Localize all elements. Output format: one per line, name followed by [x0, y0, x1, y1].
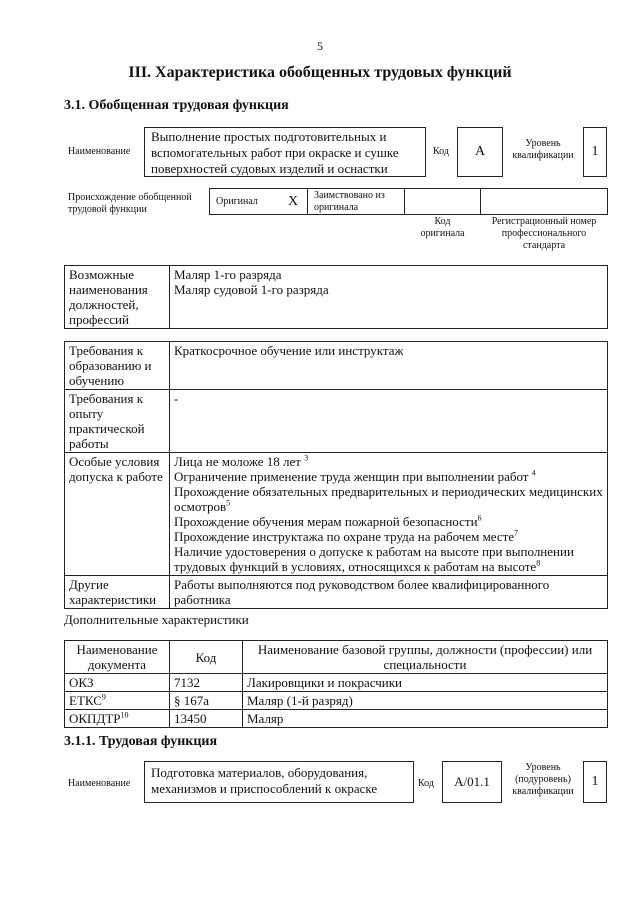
col-header-doc — [65, 641, 170, 674]
origin-label-line: трудовой функции — [68, 204, 147, 215]
tf-level-label — [503, 762, 583, 798]
origin-code-caption — [404, 216, 481, 240]
col-header-doc-line: документа — [87, 657, 147, 672]
table-row — [65, 641, 608, 674]
table-row — [65, 390, 608, 453]
condition-item: Лица не моложе 18 лет $^3$ — [174, 453, 309, 469]
condition-item: Прохождение обязательных предварительных и периодических медицинских осмотров$^5$ — [174, 484, 603, 514]
conditions-label-line: допуска к работе — [69, 469, 163, 484]
experience-label-line: практической — [69, 421, 145, 436]
tf-code-value: А/01.1 — [454, 774, 490, 789]
tf-level-value: 1 — [591, 774, 599, 789]
gtf-name-label: Наименование — [68, 146, 131, 157]
table-row — [65, 710, 608, 728]
table-row — [65, 342, 608, 390]
other-label — [65, 576, 170, 609]
tf-name-box — [144, 761, 414, 803]
gtf-name-line: вспомогательных работ при окраске и сушке — [151, 145, 399, 160]
experience-value: - — [170, 390, 608, 453]
positions-values — [170, 266, 608, 329]
gtf-code-value: А — [474, 144, 486, 159]
origin-original-label: Оригинал — [216, 196, 258, 207]
section-title: III. Характеристика обобщенных трудовых функций — [128, 64, 512, 81]
conditions-label — [65, 453, 170, 576]
education-label-line: образованию и — [69, 358, 152, 373]
additional-title: Дополнительные характеристики — [64, 612, 249, 627]
table-row — [65, 674, 608, 692]
origin-original-mark: X — [288, 194, 299, 209]
row-name: Маляр (1-й разряд) — [243, 692, 608, 710]
education-label-line: Требования к — [69, 343, 144, 358]
positions-table — [64, 265, 608, 329]
gtf-level-label-line: Уровень — [525, 138, 561, 149]
origin-reg-caption-line: Регистрационный номер — [491, 216, 597, 227]
gtf-level-value: 1 — [591, 144, 599, 159]
tf-code-box — [442, 761, 502, 803]
table-row — [65, 266, 608, 329]
education-label-line: обучению — [69, 373, 125, 388]
gtf-level-label-line: квалификации — [512, 150, 574, 161]
row-doc: ОКПДТР$^{10}$ — [65, 710, 170, 728]
origin-reg-caption-line: профессионального — [501, 228, 587, 239]
tf-code-label: Код — [418, 778, 434, 789]
origin-code-caption-line: Код — [434, 216, 451, 227]
experience-label-line: работы — [69, 436, 109, 451]
requirements-table — [64, 341, 608, 609]
gtf-level-box — [583, 127, 607, 177]
row-doc: ОКЗ — [65, 674, 170, 692]
tf-level-label-line: (подуровень) — [515, 774, 571, 785]
gtf-level-label — [503, 138, 583, 162]
origin-label-line: Происхождение обобщенной — [68, 192, 192, 203]
tf-level-label-line: квалификации — [512, 786, 574, 797]
page-number: 5 — [317, 39, 323, 53]
tf-name-line: Подготовка материалов, оборудования, — [151, 765, 368, 780]
origin-code-cell — [404, 188, 481, 215]
education-label — [65, 342, 170, 390]
other-label-line: характеристики — [69, 592, 157, 607]
origin-borrowed-cell — [307, 188, 405, 215]
tf-level-box — [583, 761, 607, 803]
other-value: Работы выполняются под руководством более квалифицированного работника — [170, 576, 608, 609]
row-code: § 167а — [170, 692, 243, 710]
table-row — [65, 453, 608, 576]
table-row — [65, 576, 608, 609]
subsection-title: 3.1. Обобщенная трудовая функция — [64, 98, 289, 113]
origin-code-caption-line: оригинала — [420, 228, 465, 239]
position-item: Маляр 1-го разряда — [174, 267, 282, 282]
origin-reg-caption — [480, 216, 608, 252]
condition-item: Ограничение применение труда женщин при выполнении работ $^4$ — [174, 468, 536, 484]
positions-label-line: профессий — [69, 312, 129, 327]
gtf-code-box — [457, 127, 503, 177]
conditions-label-line: Особые условия — [69, 454, 160, 469]
row-name: Лакировщики и покрасчики — [243, 674, 608, 692]
gtf-name-line: Выполнение простых подготовительных и — [151, 129, 387, 144]
col-header-doc-line: Наименование — [76, 642, 158, 657]
origin-reg-cell — [480, 188, 608, 215]
origin-reg-caption-line: стандарта — [522, 240, 566, 251]
col-header-name: Наименование базовой группы, должности (профессии) или специальности — [243, 641, 608, 674]
tf-level-label-line: Уровень — [525, 762, 561, 773]
tf-name-label: Наименование — [68, 778, 131, 789]
row-code: 13450 — [170, 710, 243, 728]
additional-table — [64, 640, 608, 728]
experience-label-line: Требования к — [69, 391, 144, 406]
positions-label-line: должностей, — [69, 297, 139, 312]
row-doc: ЕТКС$^9$ — [65, 692, 170, 710]
other-label-line: Другие — [69, 577, 109, 592]
position-item: Маляр судовой 1-го разряда — [174, 282, 329, 297]
tf-title: 3.1.1. Трудовая функция — [64, 734, 218, 749]
tf-name-line: механизмов и приспособлений к окраске — [151, 781, 378, 796]
origin-borrowed-line: оригинала — [314, 202, 359, 213]
conditions-values — [170, 453, 608, 576]
origin-label — [68, 192, 192, 216]
col-header-code: Код — [170, 641, 243, 674]
condition-item: Наличие удостоверения о допуске к работам на высоте при выполнении трудовых функций в условиях, относящихся к работам на высоте$^8$ — [174, 544, 574, 574]
gtf-name-box — [144, 127, 426, 177]
gtf-code-label: Код — [433, 146, 449, 157]
positions-label-line: Возможные — [69, 267, 134, 282]
experience-label-line: опыту — [69, 406, 104, 421]
education-value: Краткосрочное обучение или инструктаж — [170, 342, 608, 390]
positions-label — [65, 266, 170, 329]
origin-borrowed-line: Заимствовано из — [314, 190, 385, 201]
table-row — [65, 692, 608, 710]
gtf-name-line: поверхностей судовых изделий и оснастки — [151, 161, 388, 176]
condition-item: Прохождение инструктажа по охране труда на рабочем месте$^7$ — [174, 528, 519, 544]
row-code: 7132 — [170, 674, 243, 692]
row-name: Маляр — [243, 710, 608, 728]
condition-item: Прохождение обучения мерам пожарной безопасности$^6$ — [174, 513, 482, 529]
origin-original-cell — [209, 188, 308, 215]
positions-label-line: наименования — [69, 282, 148, 297]
experience-label — [65, 390, 170, 453]
